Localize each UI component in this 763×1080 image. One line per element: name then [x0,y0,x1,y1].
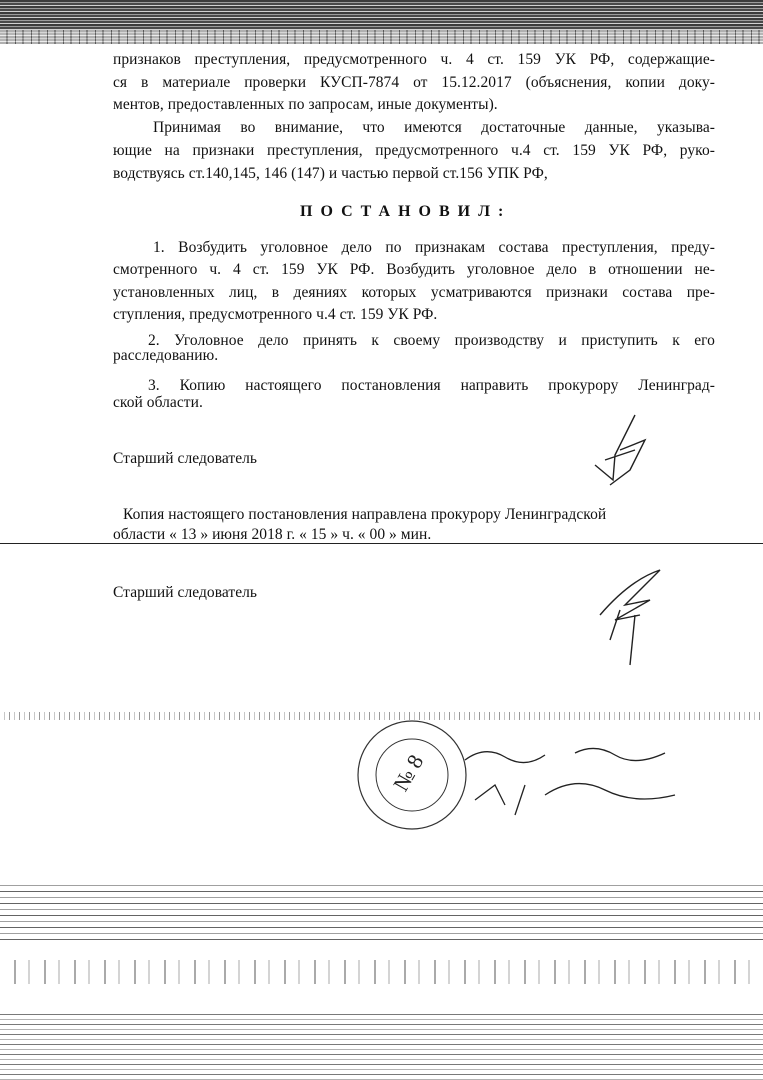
item3-line-1: 3. Копию настоящего постановления направить прокурору Ленинград- [148,377,715,394]
signature-1 [575,410,665,490]
handwritten-note [455,735,695,820]
consider-line-2: ющие на признаки преступления, предусмотренного ч.4 ст. 159 УК РФ, руко- [113,142,715,159]
official-stamp [355,718,470,833]
intro-line-2: ся в материале проверки КУСП-7874 от 15.12.2017 (объяснения, копии доку- [113,74,715,91]
item1-line-1: 1. Возбудить уголовное дело по признакам состава преступления, преду- [153,239,715,256]
item3-line-2: ской области. [113,394,203,411]
signer-1-title: Старший следователь [113,450,258,467]
item2-line-1: 2. Уголовное дело принять к своему производству и приступить к его [148,332,715,349]
scan-noise-2 [0,880,763,940]
item1-line-2: смотренного ч. 4 ст. 159 УК РФ. Возбудить уголовное дело в отношении не- [113,261,715,278]
intro-line-1: признаков преступления, предусмотренного ч. 4 ст. 159 УК РФ, содержащие- [113,51,715,68]
svg-text:№ 8: № 8 [387,750,429,796]
item1-line-4: ступления, предусмотренного ч.4 ст. 159 УК РФ. [113,306,438,323]
scan-noise-header [0,0,763,44]
scan-noise-3 [0,960,763,984]
signature-2 [590,560,680,670]
scan-noise-4 [0,1010,763,1080]
copy-line-1: Копия настоящего постановления направлена прокурору Ленинградской [123,506,607,523]
consider-line-1: Принимая во внимание, что имеются достаточные данные, указыва- [153,119,715,136]
resolution-heading: ПОСТАНОВИЛ: [300,203,512,220]
scan-line-1 [0,543,763,544]
item2-line-2: расследованию. [113,347,219,364]
signer-2-title: Старший следователь [113,584,258,601]
intro-line-3: ментов, предоставленных по запросам, иные документы). [113,96,498,113]
consider-line-3: водствуясь ст.140,145, 146 (147) и частью первой ст.156 УПК РФ, [113,165,548,182]
copy-line-2: области « 13 » июня 2018 г. « 15 » ч. « 00 » мин. [113,526,432,543]
item1-line-3: установленных лиц, в деяниях которых усматриваются признаки состава пре- [113,284,715,301]
